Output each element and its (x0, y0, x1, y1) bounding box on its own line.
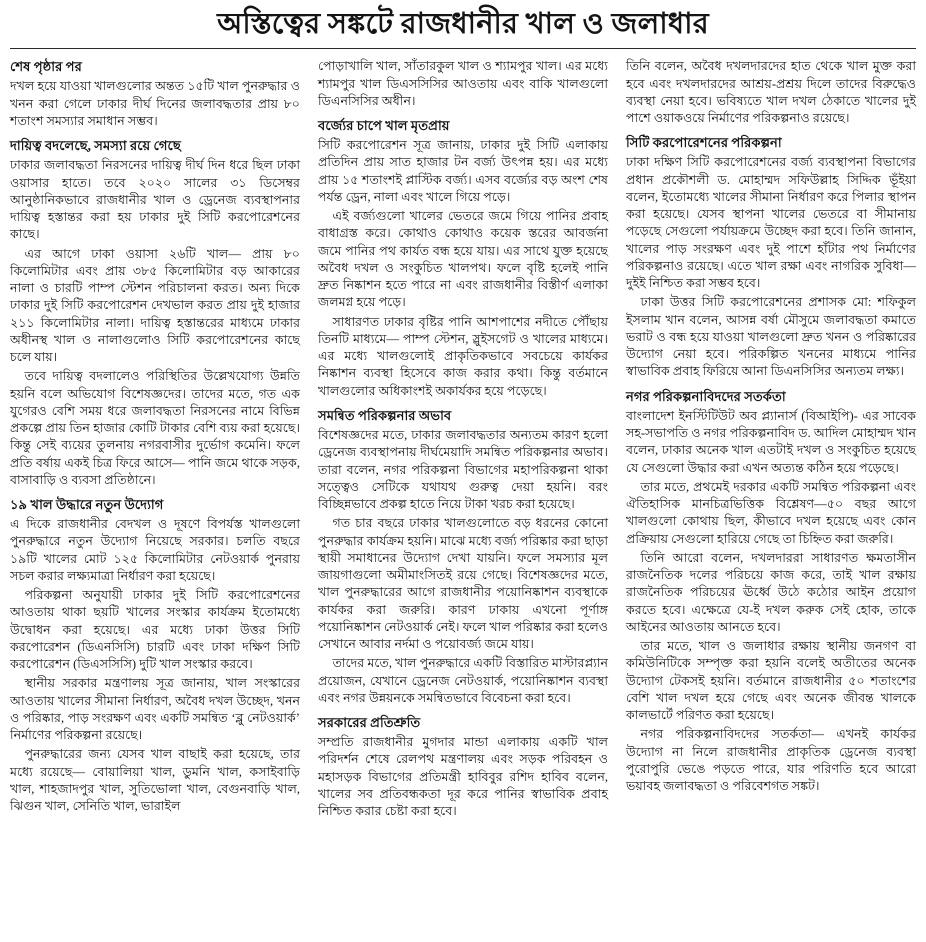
paragraph: তবে দায়িত্ব বদলালেও পরিস্থিতির উল্লেখযোগ্য উন্নতি হয়নি বলে অভিযোগ বিশেষজ্ঞদের। তাদের মতে, গত এক যুগেরও বেশি সময় ধরে জলাবদ্ধতা নিরসনের নামে বিভিন্ন প্রকল্পে প্রায় তিন হাজার কোটি টাকার বেশি ব্যয় করা হয়েছে। কিন্তু সেই ব্যয়ের তুলনায় নগরবাসীর দুর্ভোগ কমেনি। ফলে প্রতি বর্ষায় একই চিত্র ফিরে আসে— পানি জমে থাকে সড়ক, বাসাবাড়ি ও ব্যবসা প্রতিষ্ঠানে। (10, 369, 300, 487)
paragraph: এই বর্জ্যগুলো খালের ভেতরে জমে গিয়ে পানির প্রবাহ বাধাগ্রস্ত করে। কোথাও কোথাও কয়েক স্তরের আবর্জনা জমে পানির পথ কার্যত বন্ধ হয়ে যায়। এর সাথে যুক্ত হয়েছে অবৈধ দখল ও সংকুচিত খালপথ। ফলে বৃষ্টি হলেই পানি দ্রুত নিষ্কাশন হতে পারে না এবং রাজধানীর বিস্তীর্ণ এলাকা জলমগ্ন হয়ে পড়ে। (318, 209, 608, 310)
paragraph: সিটি করপোরেশন সূত্র জানায়, ঢাকার দুই সিটি এলাকায় প্রতিদিন প্রায় সাত হাজার টন বর্জ্য উৎপন্ন হয়। এর মধ্যে প্রায় ১৫ শতাংশই প্লাস্টিক বর্জ্য। এসব বর্জ্যের বড় অংশ শেষ পর্যন্ত ড্রেন, নালা এবং খালে গিয়ে পড়ে। (318, 138, 608, 204)
article-column-3 (626, 58, 916, 797)
paragraph: ঢাকা উত্তর সিটি করপোরেশনের প্রশাসক মো: শফিকুল ইসলাম খান বলেন, আসন্ন বর্ষা মৌসুমে জলাবদ্ধতা কমাতে ভরাট ও বন্ধ হয়ে যাওয়া খালগুলো দ্রুত খনন ও পরিষ্কারের উদ্যোগ নেয়া হবে। পরিকল্পিত খননের মাধ্যমে পানির স্বাভাবিক প্রবাহ ফিরিয়ে আনা ডিএনসিসির অন্যতম লক্ষ্য। (626, 295, 916, 379)
paragraph: পোড়াখালি খাল, সাঁতারকুল খাল ও শ্যামপুর খাল। এর মধ্যে শ্যামপুর খাল ডিএসসিসির আওতায় এবং বাকি খালগুলো ডিএনসিসির অধীন। (318, 59, 608, 108)
section-heading: শেষ পৃষ্ঠার পর (10, 59, 82, 75)
article-column-1 (10, 58, 300, 817)
paragraph: পুনরুদ্ধারের জন্য যেসব খাল বাছাই করা হয়েছে, তার মধ্যে রয়েছে— বোয়ালিয়া খাল, ডুমনি খাল, কসাইবাড়ি খাল, শাহজাদপুর খাল, সুতিভোলা খাল, বেগুনবাড়ি খাল, ঝিগুন খাল, সেনিতি খাল, ভারাইল (10, 747, 300, 814)
section-heading: ১৯ খাল উদ্ধারে নতুন উদ্যোগ (10, 497, 164, 512)
article-columns (10, 58, 916, 822)
paragraph: বাংলাদেশ ইনস্টিটিউট অব প্ল্যানার্স (বিআইপি)- এর সাবেক সহ-সভাপতি ও নগর পরিকল্পনাবিদ ড. আদিল মোহাম্মদ খান বলেন, ঢাকার অনেক খাল এতটাই দখল ও সংকুচিত হয়েছে যে সেগুলো উদ্ধার করা এখন অত্যন্ত কঠিন হয়ে পড়েছে। (626, 408, 916, 475)
paragraph: এর আগে ঢাকা ওয়াসা ২৬টি খাল— প্রায় ৮০ কিলোমিটার এবং প্রায় ৩৮৫ কিলোমিটার বড় আকারের নালা ও চারটি পাম্প স্টেশন পরিচালনা করত। অন্য দিকে ঢাকার দুই সিটি করপোরেশন দেখভাল করত প্রায় দুই হাজার ২১১ কিলোমিটার নালা। দায়িত্ব হস্তান্তরের মাধ্যমে ঢাকার অধীনস্থ খাল ও নালাগুলোও সিটি করপোরেশনের কাছে চলে যায়। (10, 246, 300, 364)
title-divider (10, 48, 916, 49)
section-heading: দায়িত্ব বদলেছে, সমস্যা রয়ে গেছে (10, 138, 181, 154)
paragraph: বিশেষজ্ঞদের মতে, ঢাকার জলাবদ্ধতার অন্যতম কারণ হলো ড্রেনেজ ব্যবস্থাপনায় দীর্ঘমেয়াদি সমন্বিত পরিকল্পনার অভাব। তারা বলেন, নগর পরিকল্পনা বিভাগের মহাপরিকল্পনা থাকা সত্ত্বেও সেটিকে যথাযথ গুরুত্ব দেয়া হয়নি। বরং বিচ্ছিন্নভাবে প্রকল্প হাতে নিয়ে টাকা খরচ করা হয়েছে। (318, 428, 608, 511)
paragraph: সাধারণত ঢাকার বৃষ্টির পানি আশপাশের নদীতে পৌঁছায় তিনটি মাধ্যমে— পাম্প স্টেশন, স্লুইসগেট ও খালের মাধ্যমে। এর মধ্যে খালগুলোই প্রাকৃতিকভাবে সবচেয়ে কার্যকর নিষ্কাশন ব্যবস্থা হিসেবে কাজ করার কথা। কিন্তু বর্তমানে খালগুলোর অধিকাংশই অকার্যকর হয়ে পড়েছে। (318, 314, 608, 398)
paragraph: গত চার বছরে ঢাকার খালগুলোতে বড় ধরনের কোনো পুনরুদ্ধার কার্যক্রম হয়নি। মাঝে মধ্যে বর্জ্য পরিষ্কার করা ছাড়া স্থায়ী সমাধানের উদ্যোগ দেখা যায়নি। ফলে সমস্যার মূল জায়গাগুলো অমীমাংসিতই রয়ে গেছে। বিশেষজ্ঞদের মতে, খাল পুনরুদ্ধারের আগে রাজধানীর পয়োনিষ্কাশন ব্যবস্থাকে কার্যকর করা জরুরি। কারণ ঢাকায় এখনো পূর্ণাঙ্গ পয়োনিষ্কাশন নেটওয়ার্ক নেই। ফলে খাল পরিষ্কার করা হলেও সেখানে আবার নর্দমা ও পয়োবর্জ্য জমে যায়। (318, 516, 608, 651)
paragraph: সম্প্রতি রাজধানীর মুগদার মান্ডা এলাকায় একটি খাল পরিদর্শন শেষে রেলপথ মন্ত্রণালয় এবং সড়ক পরিবহন ও মহাসড়ক বিভাগের প্রতিমন্ত্রী হাবিবুর রশিদ হাবিব বলেন, খালের সব প্রতিবন্ধকতা দূর করে পানির স্বাভাবিক প্রবাহ নিশ্চিত করার চেষ্টা করা হবে। (318, 735, 608, 819)
section-heading: সরকারের প্রতিশ্রুতি (318, 715, 421, 730)
section-heading: নগর পরিকল্পনাবিদদের সতর্কতা (626, 388, 786, 404)
paragraph: তাদের মতে, খাল পুনরুদ্ধারে একটি বিস্তারিত মাস্টারপ্ল্যান প্রয়োজন, যেখানে ড্রেনেজ নেটওয়ার্ক, পয়োনিষ্কাশন ব্যবস্থা এবং নগর উন্নয়নকে সমন্বিতভাবে বিবেচনা করা হবে। (318, 656, 608, 705)
paragraph: তার মতে, প্রথমেই দরকার একটি সমন্বিত পরিকল্পনা এবং ঐতিহাসিক মানচিত্রভিত্তিক বিশ্লেষণ—৫০ বছর আগে খালগুলো কোথায় ছিল, কীভাবে দখল হয়েছে এবং কোন প্রক্রিয়ায় সেগুলো হারিয়ে গেছে তা চিহ্নিত করা জরুরি। (626, 479, 916, 546)
paragraph: নগর পরিকল্পনাবিদদের সতর্কতা— এখনই কার্যকর উদ্যোগ না নিলে রাজধানীর প্রাকৃতিক ড্রেনেজ ব্যবস্থা পুরোপুরি ভেঙে পড়তে পারে, যার পরিণতি হবে আরো ভয়াবহ জলাবদ্ধতা ও পরিবেশগত সঙ্কট। (626, 727, 916, 793)
paragraph: ঢাকার জলাবদ্ধতা নিরসনের দায়িত্ব দীর্ঘ দিন ধরে ছিল ঢাকা ওয়াসার হাতে। তবে ২০২০ সালের ৩১ ডিসেম্বর আনুষ্ঠানিকভাবে রাজধানীর খাল ও ড্রেনেজ ব্যবস্থাপনার দায়িত্ব হস্তান্তর করা হয় ঢাকার দুই সিটি করপোরেশনের কাছে। (10, 158, 300, 242)
section-heading: বর্জ্যের চাপে খাল মৃতপ্রায় (318, 118, 450, 134)
article-title: অস্তিত্বের সঙ্কটে রাজধানীর খাল ও জলাধার (217, 8, 709, 40)
paragraph: তার মতে, খাল ও জলাধার রক্ষায় স্থানীয় জনগণ বা কমিউনিটিকে সম্পৃক্ত করা হয়নি বলেই অতীতের অনেক উদ্যোগ টেকসই হয়নি। বর্তমানে রাজধানীর ৫০ শতাংশের বেশি খাল দখল হয়ে গেছে এবং অনেক জীবন্ত খালকে কালভার্টে পরিণত করা হয়েছে। (626, 639, 916, 722)
paragraph: এ দিকে রাজধানীর বেদখল ও দূষণে বিপর্যস্ত খালগুলো পুনরুদ্ধারে নতুন উদ্যোগ নিয়েছে সরকার। চলতি বছরে ১৯টি খালের মোট ১২৫ কিলোমিটার নেটওয়ার্ক পুনরায় সচল করার লক্ষ্যমাত্রা নির্ধারণ করা হয়েছে। (10, 517, 300, 583)
section-heading: সিটি করপোরেশনের পরিকল্পনা (626, 135, 782, 151)
paragraph: তিনি আরো বলেন, দখলদাররা সাধারণত ক্ষমতাসীন রাজনৈতিক দলের পরিচয়ে কাজ করে, তাই খাল রক্ষায় রাজনৈতিক পরিচয়ের ঊর্ধ্বে উঠে কঠোর আইন প্রয়োগ করতে হবে। এক্ষেত্রে যে-ই দখল করুক সেই হোক, তাকে আইনের আওতায় আনতে হবে। (626, 550, 916, 634)
article-column-2 (318, 58, 608, 822)
paragraph: দখল হয়ে যাওয়া খালগুলোর অন্তত ১৫টি খাল পুনরুদ্ধার ও খনন করা গেলে ঢাকার দীর্ঘ দিনের জলাবদ্ধতার প্রায় ৮০ শতাংশ সমস্যার সমাধান সম্ভব। (10, 79, 300, 128)
paragraph: পরিকল্পনা অনুযায়ী ঢাকার দুই সিটি করপোরেশনের আওতায় থাকা ছয়টি খালের সংস্কার কার্যক্রম ইতোমধ্যে উদ্বোধন করা হয়েছে। এর মধ্যে ঢাকা উত্তর সিটি করপোরেশন (ডিএনসিসি) চারটি এবং ঢাকা দক্ষিণ সিটি করপোরেশন (ডিএসসিসি) দুটি খাল সংস্কার করবে। (10, 588, 300, 672)
paragraph: তিনি বলেন, অবৈধ দখলদারদের হাত থেকে খাল মুক্ত করা হবে এবং দখলদারদের আশ্রয়-প্রশ্রয় দিলে তাদের বিরুদ্ধেও ব্যবস্থা নেয়া হবে। ভবিষ্যতে খাল দখল ঠেকাতে খালের দুই পাশে ওয়াকওয়ে নির্মাণের পরিকল্পনাও রয়েছে। (626, 59, 916, 126)
paragraph: স্থানীয় সরকার মন্ত্রণালয় সূত্র জানায়, খাল সংস্কারের আওতায় খালের সীমানা নির্ধারণ, অবৈধ দখল উচ্ছেদ, খনন ও পরিষ্কার, পাড় সংরক্ষণ এবং একটি সমন্বিত ‘ব্লু নেটওয়ার্ক’ নির্মাণের পরিকল্পনা রয়েছে। (10, 676, 300, 743)
paragraph: ঢাকা দক্ষিণ সিটি করপোরেশনের বর্জ্য ব্যবস্থাপনা বিভাগের প্রধান প্রকৌশলী ড. মোহাম্মদ সফিউল্লাহ সিদ্দিক ভূঁইয়া বলেন, ইতোমধ্যে খালের সীমানা নির্ধারণ করে পিলার স্থাপন করা হয়েছে। যেসব স্থাপনা খালের ভেতরে বা সীমানায় পড়েছে সেগুলো পর্যায়ক্রমে উচ্ছেদ করা হবে। তিনি জানান, খালের পাড় সংরক্ষণ এবং দুই পাশে হাঁটার পথ নির্মাণের পরিকল্পনাও রয়েছে। এতে খাল রক্ষা এবং নাগরিক সুবিধা— দুইই নিশ্চিত করা সম্ভব হবে। (626, 155, 916, 291)
section-heading: সমন্বিত পরিকল্পনার অভাব (318, 407, 452, 423)
